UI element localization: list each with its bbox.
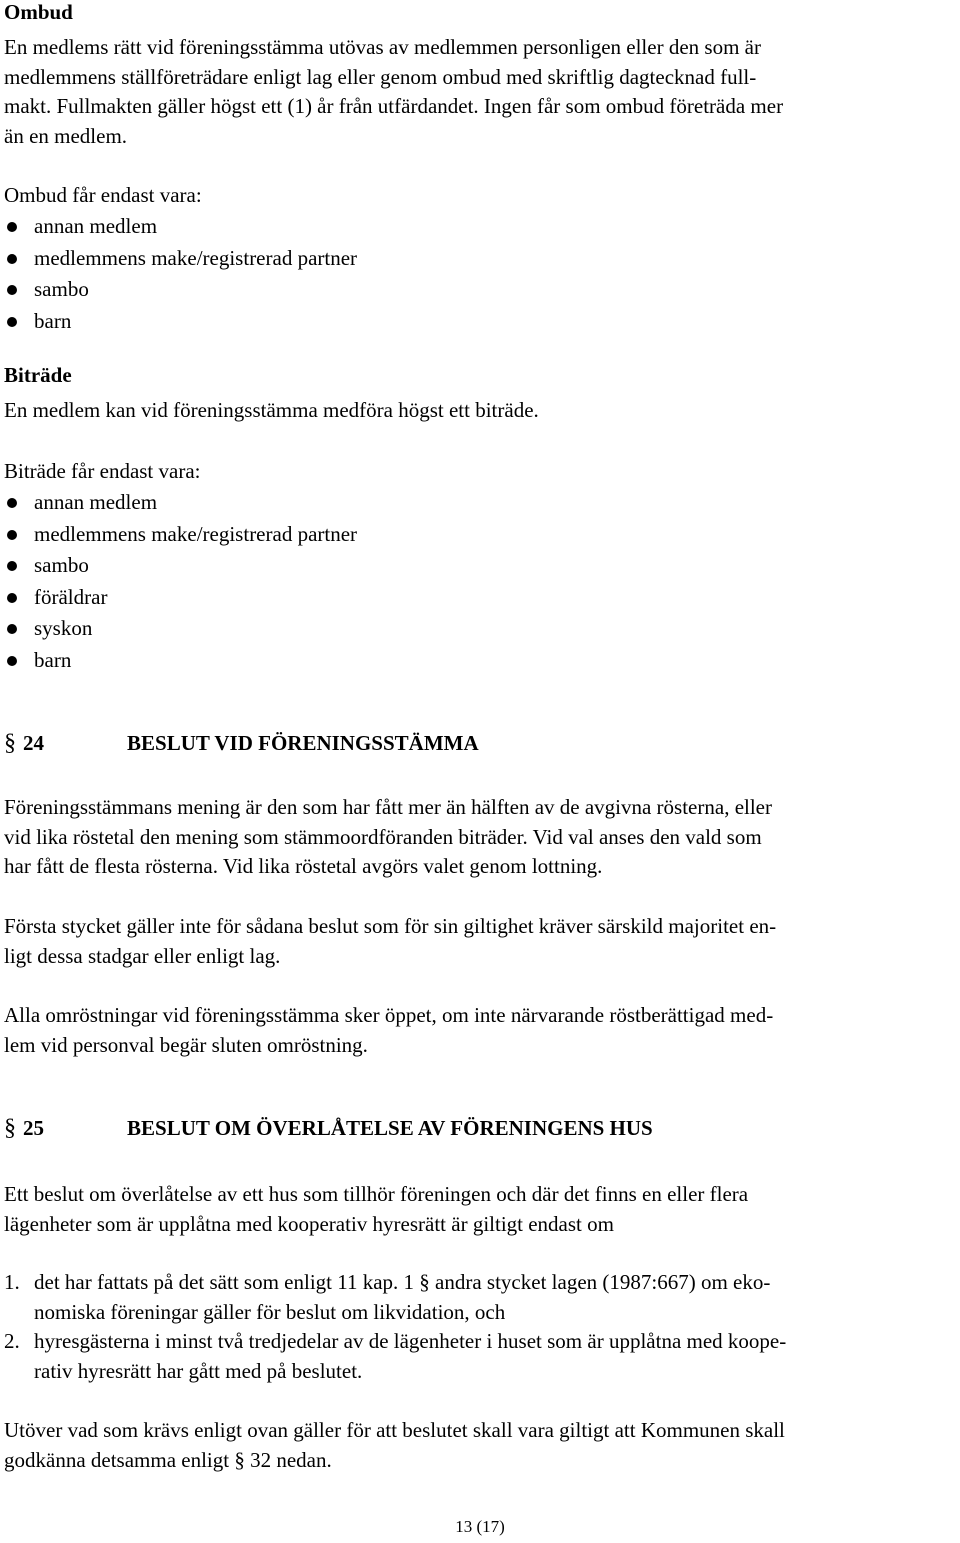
- section-24-paragraph-1: [4, 793, 956, 882]
- text-line: makt. Fullmakten gäller högst ett (1) år från utfärdandet. Ingen får som ombud företräda mer: [4, 94, 784, 118]
- page-number: 13 (17): [455, 1517, 505, 1536]
- numbered-item: [4, 1327, 956, 1386]
- bullet-icon: [7, 561, 17, 571]
- section-number: 24: [23, 731, 44, 755]
- section-title: BESLUT VID FÖRENINGSSTÄMMA: [127, 731, 479, 755]
- text-line: vid lika röstetal den mening som stämmoordföranden biträder. Vid val anses den vald som: [4, 824, 762, 849]
- text-line: Föreningsstämmans mening är den som har fått mer än hälften av de avgivna rösterna, eller: [4, 795, 772, 819]
- bitrade-list-intro: Biträde får endast vara:: [4, 459, 201, 483]
- paragraph-ombud: [4, 33, 956, 151]
- list-item: annan medlem: [4, 488, 357, 520]
- ombud-list-intro: Ombud får endast vara:: [4, 183, 202, 207]
- list-item: medlemmens make/registrerad partner: [4, 520, 357, 552]
- bitrade-list: [4, 488, 357, 678]
- section-25-numbered-list: [4, 1268, 956, 1386]
- section-symbol: §: [4, 730, 16, 756]
- heading-ombud: Ombud: [4, 0, 73, 24]
- heading-bitrade: Biträde: [4, 363, 72, 387]
- bullet-icon: [7, 593, 17, 603]
- text-line: ligt dessa stadgar eller enligt lag.: [4, 943, 281, 968]
- bullet-icon: [7, 656, 17, 666]
- section-symbol: §: [4, 1115, 16, 1141]
- list-item: syskon: [4, 614, 357, 646]
- text-line: rativ hyresrätt har gått med på beslutet.: [34, 1358, 363, 1383]
- list-item: annan medlem: [4, 212, 357, 244]
- item-number: 1.: [4, 1270, 20, 1294]
- text-line: Ett beslut om överlåtelse av ett hus som tillhör föreningen och där det finns en eller flera: [4, 1182, 749, 1206]
- section-25-paragraph-2: [4, 1416, 956, 1475]
- list-item: barn: [4, 646, 357, 678]
- bullet-icon: [7, 498, 17, 508]
- text-line: lem vid personval begär sluten omröstning.: [4, 1032, 368, 1057]
- numbered-item: [4, 1268, 956, 1327]
- section-number: 25: [23, 1116, 44, 1140]
- text-line: En medlems rätt vid föreningsstämma utövas av medlemmen personligen eller den som är: [4, 35, 761, 59]
- text-line: har fått de flesta rösterna. Vid lika röstetal avgörs valet genom lottning.: [4, 854, 603, 878]
- list-item: sambo: [4, 551, 357, 583]
- text-line: det har fattats på det sätt som enligt 11 kap. 1 § andra stycket lagen (1987:667) om eko-: [34, 1270, 771, 1294]
- paragraph-bitrade: En medlem kan vid föreningsstämma medföra högst ett biträde.: [4, 398, 539, 422]
- list-item: barn: [4, 307, 357, 339]
- list-item: medlemmens make/registrerad partner: [4, 244, 357, 276]
- bullet-icon: [7, 317, 17, 327]
- text-line: hyresgästerna i minst två tredjedelar av de lägenheter i huset som är upplåtna med koope-: [34, 1329, 787, 1353]
- text-line: medlemmens ställföreträdare enligt lag eller genom ombud med skriftlig dagtecknad full-: [4, 64, 757, 89]
- bullet-icon: [7, 530, 17, 540]
- text-line: godkänna detsamma enligt § 32 nedan.: [4, 1447, 332, 1472]
- section-title: BESLUT OM ÖVERLÅTELSE AV FÖRENINGENS HUS: [127, 1116, 653, 1140]
- bullet-icon: [7, 254, 17, 264]
- text-line: Första stycket gäller inte för sådana beslut som för sin giltighet kräver särskild majoritet en-: [4, 914, 777, 938]
- text-line: Alla omröstningar vid föreningsstämma sker öppet, om inte närvarande röstberättigad med-: [4, 1003, 774, 1027]
- item-number: 2.: [4, 1329, 20, 1353]
- bullet-icon: [7, 222, 17, 232]
- text-line: lägenheter som är upplåtna med kooperativ hyresrätt är giltigt endast om: [4, 1211, 614, 1236]
- bullet-icon: [7, 285, 17, 295]
- text-line: nomiska föreningar gäller för beslut om likvidation, och: [34, 1299, 506, 1324]
- text-line: än en medlem.: [4, 123, 128, 148]
- bullet-icon: [7, 624, 17, 634]
- section-25-paragraph-1: [4, 1180, 956, 1239]
- ombud-list: [4, 212, 357, 338]
- section-24-paragraph-2: [4, 912, 956, 971]
- section-24-paragraph-3: [4, 1001, 956, 1060]
- list-item: föräldrar: [4, 583, 357, 615]
- text-line: Utöver vad som krävs enligt ovan gäller för att beslutet skall vara giltigt att Kommunen skall: [4, 1418, 785, 1442]
- list-item: sambo: [4, 275, 357, 307]
